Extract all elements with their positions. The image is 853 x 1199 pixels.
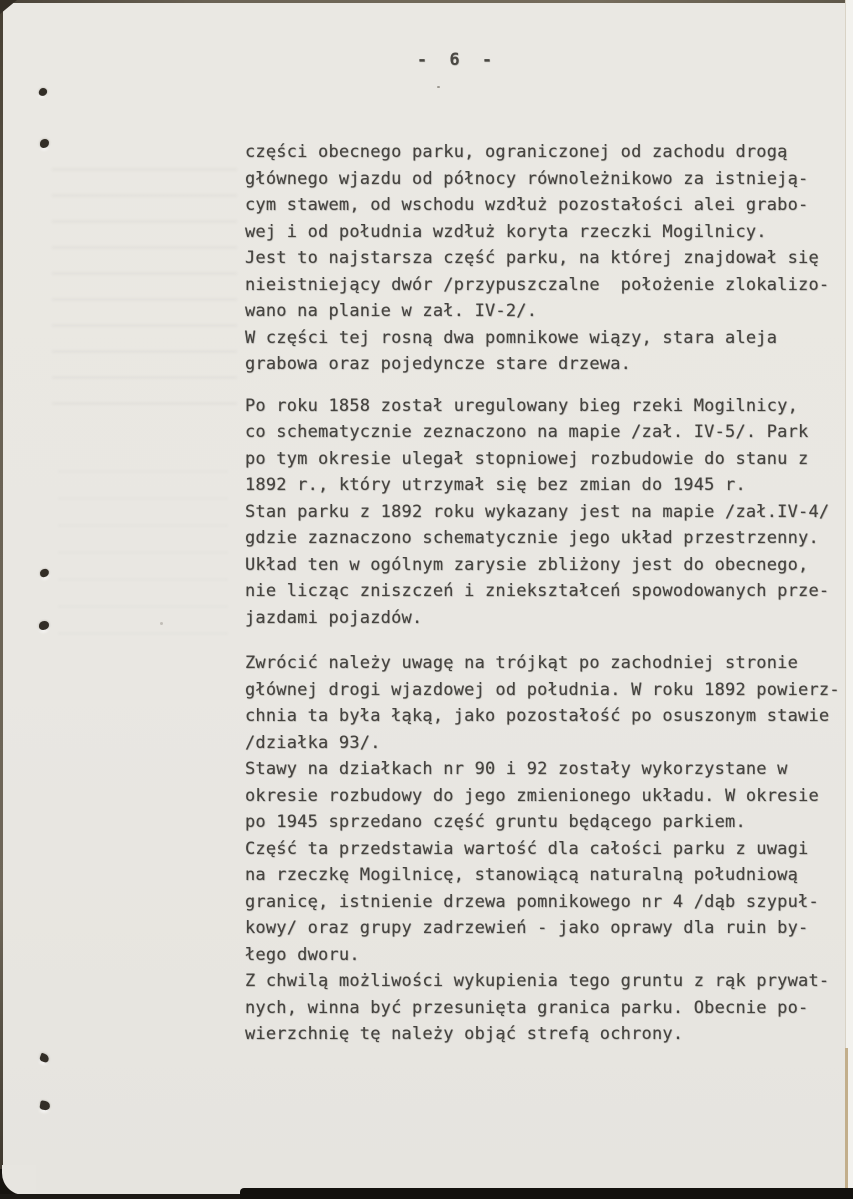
text-line: kowy/ oraz grupy zadrzewień - jako oprawy dla ruin by- xyxy=(245,918,809,938)
text-line: nie licząc zniszczeń i zniekształceń spowodowanych prze- xyxy=(245,581,830,601)
scan-edge-bottom-bar xyxy=(240,1188,853,1199)
text-line: Stan parku z 1892 roku wykazany jest na mapie /zał.IV-4/ xyxy=(245,501,830,522)
text-line: gdzie zaznaczono schematycznie jego układ przestrzenny. xyxy=(245,528,819,548)
text-line: Stawy na działkach nr 90 i 92 zostały wykorzystane w xyxy=(245,759,788,779)
text-line: wierzchnię tę należy objąć strefą ochrony. xyxy=(245,1024,684,1044)
scan-edge-top xyxy=(0,0,853,3)
text-line: cym stawem, od wschodu wzdłuż pozostałości alei grabo- xyxy=(245,195,809,215)
text-line: głównej drogi wjazdowej od południa. W roku 1892 powierz- xyxy=(245,679,840,700)
text-line: chnia ta była łąką, jako pozostałość po osuszonym stawie xyxy=(245,706,830,726)
text-line: głównego wjazdu od północy równoleżnikowo za istnieją- xyxy=(245,168,809,189)
text-line: okresie rozbudowy do jego zmienionego układu. W okresie xyxy=(245,785,819,806)
scan-corner-top-left xyxy=(0,0,17,14)
binder-hole-mark xyxy=(39,1053,50,1064)
bleed-through-ghost-text xyxy=(52,168,237,418)
paragraph xyxy=(245,650,845,1048)
text-line: W części tej rosną dwa pomnikowe wiązy, stara aleja xyxy=(245,327,778,348)
text-line: na rzeczkę Mogilnicę, stanowiącą naturalną południową xyxy=(245,865,799,885)
scan-edge-left xyxy=(0,0,3,1199)
text-line: co schematycznie zeznaczono na mapie /zał. IV-5/. Park xyxy=(245,422,809,442)
scan-edge-right xyxy=(845,0,853,1199)
text-line: po 1945 sprzedano część gruntu będącego parkiem. xyxy=(245,812,746,832)
bleed-through-ghost-text xyxy=(58,470,228,640)
binder-hole-mark xyxy=(40,139,49,148)
paragraph xyxy=(245,393,845,632)
text-line: części obecnego parku, ograniczonej od zachodu drogą xyxy=(245,142,788,162)
binder-hole-mark xyxy=(39,621,49,630)
text-line: Część ta przedstawia wartość dla całości parku z uwagi xyxy=(245,838,809,859)
text-line: wej i od południa wzdłuż koryta rzeczki Mogilnicy. xyxy=(245,221,767,242)
scan-edge-right-tan-line xyxy=(845,1048,848,1199)
scan-edge-bottom-thin xyxy=(0,1194,248,1199)
text-line: Po roku 1858 został uregulowany bieg rzeki Mogilnicy, xyxy=(245,395,799,416)
document-text xyxy=(245,139,845,1048)
binder-hole-mark xyxy=(39,568,49,577)
text-line: Zwrócić należy uwagę na trójkąt po zachodniej stronie xyxy=(245,653,799,673)
text-line: nych, winna być przesunięta granica parku. Obecnie po- xyxy=(245,997,809,1018)
text-line: /działka 93/. xyxy=(245,732,381,753)
text-line: Jest to najstarsza część parku, na której znajdował się xyxy=(245,248,819,268)
text-line: jazdami pojazdów. xyxy=(245,607,423,628)
text-line: nieistniejący dwór /przypuszczalne położenie zlokalizo- xyxy=(245,274,830,295)
paragraph xyxy=(245,139,845,378)
text-line: Układ ten w ogólnym zarysie zbliżony jest do obecnego, xyxy=(245,554,809,575)
text-line: łego dworu. xyxy=(245,944,360,965)
binder-hole-mark xyxy=(39,1100,50,1111)
text-line: wano na planie w zał. IV-2/. xyxy=(245,301,538,321)
text-line: 1892 r., który utrzymał się bez zmian do 1945 r. xyxy=(245,475,746,495)
text-line: po tym okresie ulegał stopniowej rozbudowie do stanu z xyxy=(245,448,809,469)
page-number: - 6 - xyxy=(416,50,494,70)
paper-speck xyxy=(160,622,163,625)
text-line: Z chwilą możliwości wykupienia tego gruntu z rąk prywat- xyxy=(245,971,830,991)
binder-hole-mark xyxy=(38,87,48,97)
text-line: granicę, istnienie drzewa pomnikowego nr 4 /dąb szypuł- xyxy=(245,891,819,912)
text-line: grabowa oraz pojedyncze stare drzewa. xyxy=(245,354,632,374)
paper-speck xyxy=(437,86,440,88)
